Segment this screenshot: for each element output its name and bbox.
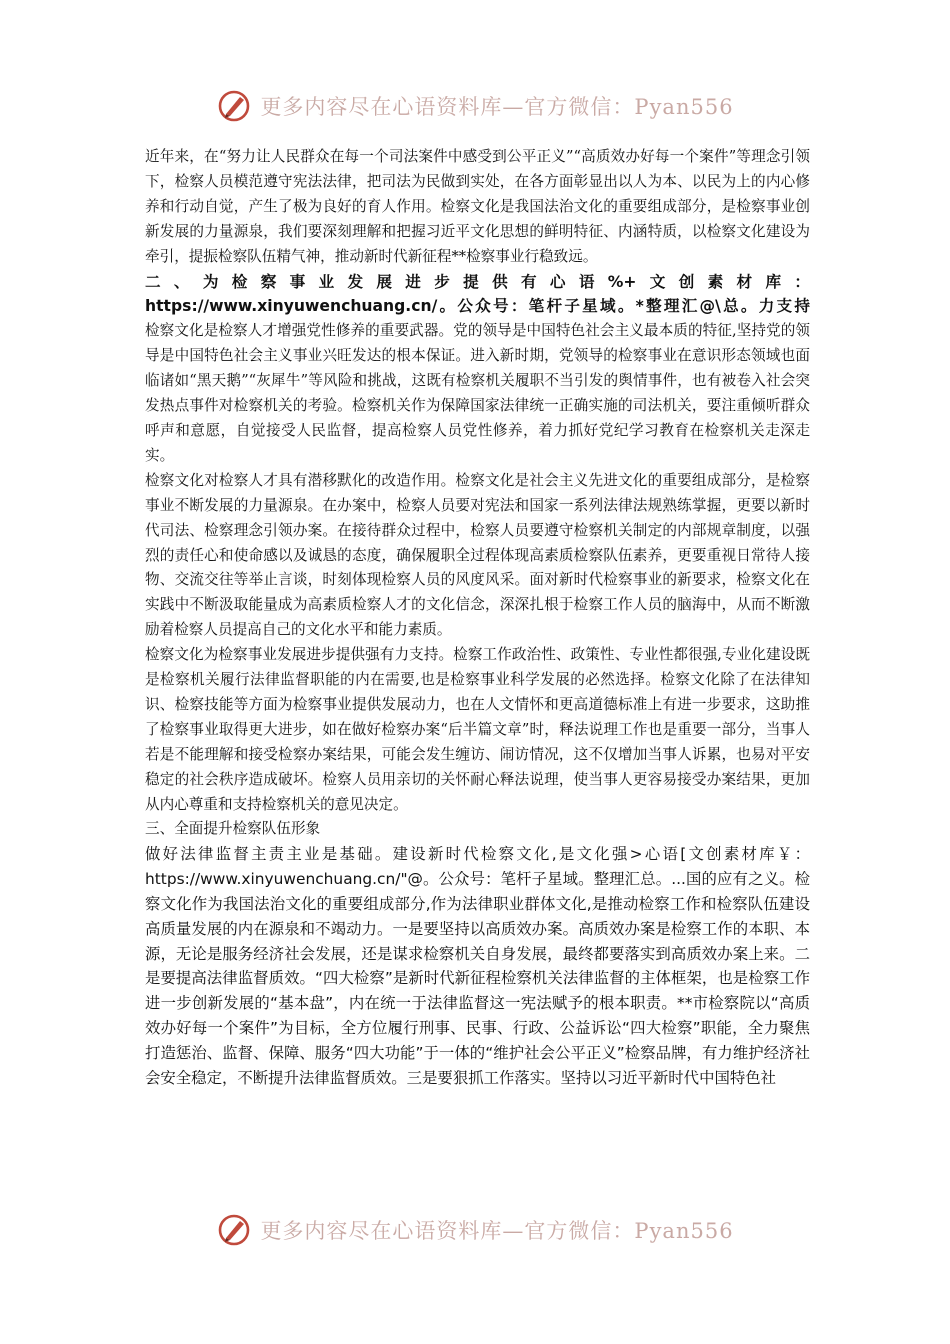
pen-circle-logo-icon — [216, 88, 252, 124]
section-heading-3: 三、全面提升检察队伍形象 — [145, 820, 321, 838]
section2-paragraph-1: 检察文化是检察人才增强党性修养的重要武器。党的领导是中国特色社会主义最本质的特征,坚持党的领导是中国特色社会主义事业兴旺发达的根本保证。进入新时期，党领导的检察事业在意识形态领域也面临诸如“黑天鹅”“灰犀牛”等风险和挑战，这既有检察机关履职不当引发的舆情事件，也有被卷入社会突发热点事件对检察机关的考验。检察机关作为保障国家法律统一正确实施的司法机关，要注重倾听群众呼声和意愿，自觉接受人民监督，提高检察人员党性修养，着力抓好党纪学习教育在检察机关走深走实。 — [145, 322, 810, 464]
section-heading-2: 二、为检察事业发展进步提供有心语%+文创素材库：https://www.xinyuwenchuang.cn/。公众号：笔杆子星域。*整理汇@\总。力支持 — [145, 272, 810, 316]
section2-paragraph-3: 检察文化为检察事业发展进步提供强有力支持。检察工作政治性、政策性、专业性都很强,专业化建设既是检察机关履行法律监督职能的内在需要,也是检察事业科学发展的必然选择。检察文化除了在法律知识、检察技能等方面为检察事业提供发展动力，也在人文情怀和更高道德标准上有进一步要求，这助推了检察事业取得更大进步，如在做好检察办案“后半篇文章”时，释法说理工作也是重要一部分，当事人若是不能理解和接受检察办案结果，可能会发生缠访、闹访情况，这不仅增加当事人诉累，也易对平安稳定的社会秩序造成破坏。检察人员用亲切的关怀耐心释法说理，使当事人更容易接受办案结果，更加从内心尊重和支持检察机关的意见决定。 — [145, 646, 810, 813]
section3-paragraph: 做好法律监督主责主业是基础。建设新时代检察文化,是文化强>心语[文创素材库￥：https://www.xinyuwenchuang.cn/"@。公众号：笔杆子星域。整理汇总。...国的应有之义。检察文化作为我国法治文化的重要组成部分,作为法律职业群体文化,是推动检察工作和检察队伍建设高质量发展的内在源泉和不竭动力。一是要坚持以高质效办案。高质效办案是检察工作的本职、本源，无论是服务经济社会发展，还是谋求检察机关自身发展，最终都要落实到高质效办案上来。二是要提高法律监督质效。“四大检察”是新时代新征程检察机关法律监督的主体框架，也是检察工作进一步创新发展的“基本盘”，内在统一于法律监督这一宪法赋予的根本职责。**市检察院以“高质效办好每一个案件”为目标，全方位履行刑事、民事、行政、公益诉讼“四大检察”职能，全力聚焦打造惩治、监督、保障、服务“四大功能”于一体的“维护社会公平正义”检察品牌，有力维护经济社会安全稳定，不断提升法律监督质效。三是要狠抓工作落实。坚持以习近平新时代中国特色社 — [145, 845, 810, 1087]
document-body — [145, 145, 810, 1090]
footer-watermark-text: 更多内容尽在心语资料库—官方微信：Pyan556 — [260, 1219, 734, 1243]
header-watermark-banner — [0, 84, 950, 128]
section2-paragraph-2: 检察文化对检察人才具有潜移默化的改造作用。检察文化是社会主义先进文化的重要组成部分，是检察事业不断发展的力量源泉。在办案中，检察人员要对宪法和国家一系列法律法规熟练掌握，更要以新时代司法、检察理念引领办案。在接待群众过程中，检察人员要遵守检察机关制定的内部规章制度，以强烈的责任心和使命感以及诚恳的态度，确保履职全过程体现高素质检察队伍素养，更要重视日常待人接物、交流交往等举止言谈，时刻体现检察人员的风度风采。面对新时代检察事业的新要求，检察文化在实践中不断汲取能量成为高素质检察人才的文化信念，深深扎根于检察工作人员的脑海中，从而不断激励着检察人员提高自己的文化水平和能力素质。 — [145, 471, 810, 639]
intro-paragraph: 近年来，在“努力让人民群众在每一个司法案件中感受到公平正义”“高质效办好每一个案件”等理念引领下，检察人员模范遵守宪法法律，把司法为民做到实处，在各方面彰显出以人为本、以民为上的内心修养和行动自觉，产生了极为良好的育人作用。检察文化是我国法治文化的重要组成部分，是检察事业创新发展的力量源泉，我们要深刻理解和把握习近平文化思想的鲜明特征、内涵特质，以检察文化建设为牵引，提振检察队伍精气神，推动新时代新征程**检察事业行稳致远。 — [145, 148, 810, 265]
footer-watermark-banner — [0, 1208, 950, 1252]
pen-circle-logo-icon — [216, 1212, 252, 1248]
header-watermark-text: 更多内容尽在心语资料库—官方微信：Pyan556 — [260, 95, 734, 119]
